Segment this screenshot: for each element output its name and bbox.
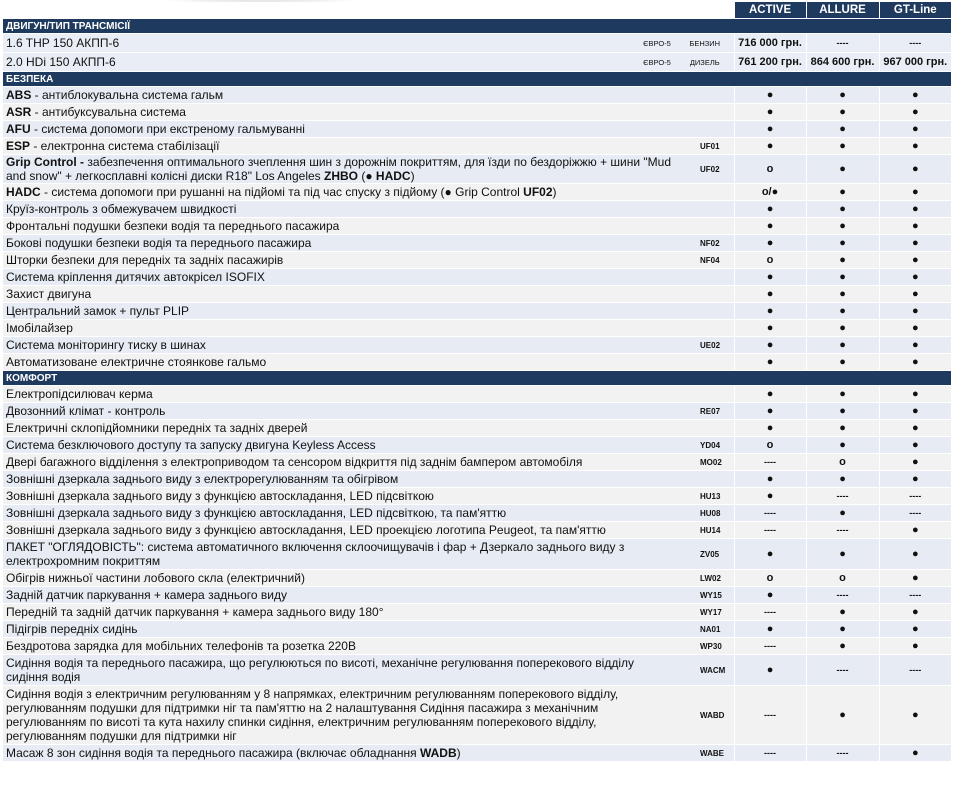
- safety-feature-option-code: [676, 87, 734, 104]
- comfort-feature-allure: ●: [806, 686, 879, 745]
- safety-feature-name-bold: HADC: [375, 169, 411, 183]
- safety-feature-name-bold: AFU: [6, 122, 31, 136]
- comfort-feature-name-text: Система безключового доступу та запуску двигуна Keyless Access: [6, 438, 376, 452]
- comfort-feature-name: [3, 655, 676, 686]
- comfort-feature-gt-line: ●: [879, 454, 951, 471]
- safety-feature-allure: ●: [806, 87, 879, 104]
- comfort-feature-name: [3, 454, 676, 471]
- safety-feature-gt-line: ●: [879, 184, 951, 201]
- safety-feature-name-text: забезпечення оптимального зчеплення шин з дорожнім покриттям, для їзди по бездоріжжю + шини "Mud and snow" + легкосплавні колісні диски R18" Los Angeles: [6, 155, 672, 183]
- engine-fuel: БЕНЗИН: [676, 34, 734, 53]
- comfort-feature-row: [3, 638, 951, 655]
- comfort-feature-option-code: LW02: [676, 570, 734, 587]
- comfort-feature-allure: ●: [806, 471, 879, 488]
- comfort-feature-row: [3, 587, 951, 604]
- engine-euro: ЄВРО-5: [638, 53, 676, 72]
- comfort-feature-option-code: ZV05: [676, 539, 734, 570]
- safety-feature-name-text: Автоматизоване електричне стоянкове гальмо: [6, 355, 267, 369]
- comfort-feature-allure: ●: [806, 420, 879, 437]
- section-engine-label: ДВИГУН/ТИП ТРАНСМІСІЇ: [3, 19, 951, 34]
- safety-feature-name: [3, 155, 676, 184]
- safety-feature-row: [3, 337, 951, 354]
- safety-feature-name: [3, 269, 676, 286]
- comfort-feature-active: ●: [734, 488, 806, 505]
- comfort-feature-gt-line: ●: [879, 570, 951, 587]
- comfort-feature-row: [3, 420, 951, 437]
- comfort-feature-row: [3, 522, 951, 539]
- comfort-feature-option-code: WABE: [676, 745, 734, 762]
- safety-feature-name-text: - антиблокувальна система гальм: [31, 88, 224, 102]
- engine-price-gt: ----: [879, 34, 951, 53]
- safety-feature-option-code: [676, 269, 734, 286]
- comfort-feature-allure: ●: [806, 505, 879, 522]
- comfort-feature-row: [3, 539, 951, 570]
- safety-feature-name-text: - система допомоги при екстреному гальмуванні: [30, 122, 305, 136]
- comfort-feature-name: [3, 505, 676, 522]
- safety-feature-name: [3, 286, 676, 303]
- comfort-feature-gt-line: ●: [879, 522, 951, 539]
- safety-feature-name-text: ): [410, 169, 415, 183]
- comfort-feature-row: [3, 686, 951, 745]
- safety-feature-option-code: [676, 104, 734, 121]
- comfort-feature-name: [3, 604, 676, 621]
- safety-feature-allure: ●: [806, 354, 879, 371]
- comfort-feature-name: [3, 539, 676, 570]
- comfort-feature-allure: ●: [806, 539, 879, 570]
- safety-feature-active: ●: [734, 320, 806, 337]
- comfort-feature-name-text: Електропідсилювач керма: [6, 387, 153, 401]
- comfort-feature-gt-line: ----: [879, 655, 951, 686]
- engine-price-gt: 967 000 грн.: [879, 53, 951, 72]
- safety-feature-name: [3, 138, 676, 155]
- comfort-feature-option-code: NA01: [676, 621, 734, 638]
- comfort-feature-option-code: HU13: [676, 488, 734, 505]
- comfort-feature-allure: o: [806, 570, 879, 587]
- comfort-feature-option-code: HU08: [676, 505, 734, 522]
- safety-feature-active: ●: [734, 201, 806, 218]
- comfort-feature-option-code: [676, 471, 734, 488]
- comfort-feature-row: [3, 621, 951, 638]
- safety-feature-allure: ●: [806, 303, 879, 320]
- engine-fuel: ДИЗЕЛЬ: [676, 53, 734, 72]
- comfort-feature-active: ●: [734, 539, 806, 570]
- safety-feature-option-code: [676, 201, 734, 218]
- comfort-feature-name: [3, 420, 676, 437]
- comfort-feature-active: ●: [734, 587, 806, 604]
- safety-feature-gt-line: ●: [879, 286, 951, 303]
- comfort-feature-name-text: Бездротова зарядка для мобільних телефонів та розетка 220В: [6, 639, 356, 653]
- safety-feature-name-text: Шторки безпеки для передніх та задніх пасажирів: [6, 253, 284, 267]
- safety-feature-option-code: [676, 320, 734, 337]
- safety-feature-option-code: UF02: [676, 155, 734, 184]
- safety-feature-allure: ●: [806, 337, 879, 354]
- safety-feature-option-code: UF01: [676, 138, 734, 155]
- safety-feature-active: ●: [734, 104, 806, 121]
- safety-feature-row: [3, 138, 951, 155]
- safety-feature-allure: ●: [806, 121, 879, 138]
- engine-euro: ЄВРО-5: [638, 34, 676, 53]
- comfort-feature-active: ●: [734, 403, 806, 420]
- safety-feature-gt-line: ●: [879, 138, 951, 155]
- comfort-feature-active: ----: [734, 505, 806, 522]
- comfort-feature-name-text: Задній датчик паркування + камера заднього виду: [6, 588, 287, 602]
- safety-feature-name-text: (●: [358, 169, 376, 183]
- comfort-feature-name-text: Двозонний клімат - контроль: [6, 404, 166, 418]
- safety-feature-allure: ●: [806, 138, 879, 155]
- comfort-feature-allure: ●: [806, 403, 879, 420]
- comfort-feature-gt-line: ●: [879, 539, 951, 570]
- safety-feature-active: o: [734, 155, 806, 184]
- safety-feature-name-bold: HADC: [6, 185, 41, 199]
- comfort-feature-option-code: WP30: [676, 638, 734, 655]
- comfort-feature-name-text: Сидіння водія та переднього пасажира, що регулюються по висоті, механічне регулювання поперекового відділу сидіння водія: [6, 656, 634, 684]
- comfort-feature-option-code: MO02: [676, 454, 734, 471]
- comfort-feature-allure: o: [806, 454, 879, 471]
- safety-feature-allure: ●: [806, 218, 879, 235]
- safety-feature-gt-line: ●: [879, 201, 951, 218]
- safety-feature-name: [3, 337, 676, 354]
- safety-feature-name-text: - електронна система стабілізації: [30, 139, 220, 153]
- safety-feature-option-code: [676, 303, 734, 320]
- section-comfort-label: КОМФОРТ: [3, 371, 951, 386]
- comfort-feature-name-text: Зовнішні дзеркала заднього виду з електрорегулюванням та обігрівом: [6, 472, 399, 486]
- comfort-feature-active: ●: [734, 471, 806, 488]
- safety-feature-name: [3, 121, 676, 138]
- comfort-feature-name: [3, 745, 676, 762]
- comfort-feature-allure: ----: [806, 522, 879, 539]
- comfort-feature-row: [3, 403, 951, 420]
- safety-feature-name-text: Система моніторингу тиску в шинах: [6, 338, 206, 352]
- safety-feature-option-code: UE02: [676, 337, 734, 354]
- column-header-gt-line: GT-Line: [879, 2, 951, 19]
- comfort-feature-gt-line: ●: [879, 437, 951, 454]
- comfort-feature-name-text: Електричні склопідйомники передніх та задніх дверей: [6, 421, 308, 435]
- comfort-feature-gt-line: ----: [879, 488, 951, 505]
- comfort-feature-gt-line: ----: [879, 587, 951, 604]
- safety-feature-gt-line: ●: [879, 155, 951, 184]
- comfort-feature-active: o: [734, 437, 806, 454]
- safety-feature-active: ●: [734, 354, 806, 371]
- comfort-feature-row: [3, 471, 951, 488]
- comfort-feature-option-code: YD04: [676, 437, 734, 454]
- safety-feature-row: [3, 252, 951, 269]
- safety-feature-active: ●: [734, 138, 806, 155]
- comfort-feature-allure: ----: [806, 655, 879, 686]
- safety-feature-name-bold: ABS: [6, 88, 32, 102]
- safety-feature-allure: ●: [806, 252, 879, 269]
- comfort-feature-name-text: Зовнішні дзеркала заднього виду з функцією автоскладання, LED підсвіткою: [6, 489, 434, 503]
- comfort-feature-allure: ----: [806, 587, 879, 604]
- safety-feature-gt-line: ●: [879, 121, 951, 138]
- comfort-feature-option-code: WACM: [676, 655, 734, 686]
- safety-feature-allure: ●: [806, 235, 879, 252]
- engine-price-active: 716 000 грн.: [734, 34, 806, 53]
- safety-feature-option-code: [676, 354, 734, 371]
- safety-feature-name-text: ): [552, 185, 557, 199]
- comfort-feature-name-text: ): [456, 746, 461, 760]
- safety-feature-name: [3, 104, 676, 121]
- safety-feature-name-text: Захист двигуна: [6, 287, 92, 301]
- comfort-feature-name: [3, 522, 676, 539]
- comfort-feature-row: [3, 488, 951, 505]
- safety-feature-row: [3, 87, 951, 104]
- comfort-feature-option-code: RE07: [676, 403, 734, 420]
- comfort-feature-name-text: Двері багажного відділення з електроприводом та сенсором відкриття під заднім бампером автомобіля: [6, 455, 583, 469]
- engine-price-allure: 864 600 грн.: [806, 53, 879, 72]
- safety-feature-name-bold: ZHBO: [324, 169, 358, 183]
- safety-feature-name-bold: UF02: [523, 185, 553, 199]
- comfort-feature-row: [3, 386, 951, 403]
- section-engine: [3, 19, 951, 34]
- comfort-feature-active: ----: [734, 522, 806, 539]
- safety-feature-option-code: [676, 184, 734, 201]
- safety-feature-row: [3, 218, 951, 235]
- comfort-feature-row: [3, 454, 951, 471]
- comfort-feature-gt-line: ●: [879, 686, 951, 745]
- safety-feature-option-code: NF02: [676, 235, 734, 252]
- safety-feature-option-code: [676, 218, 734, 235]
- safety-feature-name-text: Система кріплення дитячих автокрісел ISOFIX: [6, 270, 265, 284]
- spec-table: [3, 2, 951, 762]
- safety-feature-gt-line: ●: [879, 104, 951, 121]
- safety-feature-name-text: Центральний замок + пульт PLIP: [6, 304, 190, 318]
- safety-feature-row: [3, 155, 951, 184]
- comfort-feature-row: [3, 505, 951, 522]
- safety-feature-name-text: Фронтальні подушки безпеки водія та переднього пасажира: [6, 219, 340, 233]
- safety-feature-active: ●: [734, 235, 806, 252]
- safety-feature-active: o: [734, 252, 806, 269]
- safety-feature-name: [3, 354, 676, 371]
- safety-feature-gt-line: ●: [879, 235, 951, 252]
- comfort-feature-allure: ●: [806, 621, 879, 638]
- comfort-feature-name: [3, 488, 676, 505]
- comfort-feature-gt-line: ●: [879, 471, 951, 488]
- comfort-feature-gt-line: ●: [879, 745, 951, 762]
- comfort-feature-allure: ----: [806, 745, 879, 762]
- comfort-feature-active: ●: [734, 655, 806, 686]
- engine-price-active: 761 200 грн.: [734, 53, 806, 72]
- safety-feature-allure: ●: [806, 155, 879, 184]
- safety-feature-name-bold: ESP: [6, 139, 31, 153]
- safety-feature-allure: ●: [806, 201, 879, 218]
- safety-feature-row: [3, 201, 951, 218]
- safety-feature-name-bold: Grip Control -: [6, 155, 84, 169]
- comfort-feature-allure: ----: [806, 488, 879, 505]
- comfort-feature-active: ----: [734, 638, 806, 655]
- engine-row: [3, 53, 951, 72]
- safety-feature-row: [3, 104, 951, 121]
- safety-feature-active: ●: [734, 337, 806, 354]
- safety-feature-row: [3, 184, 951, 201]
- safety-feature-row: [3, 320, 951, 337]
- safety-feature-name: [3, 303, 676, 320]
- comfort-feature-option-code: WABD: [676, 686, 734, 745]
- safety-feature-gt-line: ●: [879, 354, 951, 371]
- comfort-feature-option-code: [676, 386, 734, 403]
- comfort-feature-allure: ●: [806, 437, 879, 454]
- comfort-feature-gt-line: ●: [879, 621, 951, 638]
- safety-feature-name-text: - антибуксувальна система: [31, 105, 186, 119]
- comfort-feature-gt-line: ●: [879, 604, 951, 621]
- safety-feature-option-code: NF04: [676, 252, 734, 269]
- section-safety-label: БЕЗПЕКА: [3, 72, 951, 87]
- safety-feature-allure: ●: [806, 320, 879, 337]
- comfort-feature-active: ----: [734, 454, 806, 471]
- engine-price-allure: ----: [806, 34, 879, 53]
- comfort-feature-active: ----: [734, 604, 806, 621]
- safety-feature-option-code: [676, 121, 734, 138]
- comfort-feature-gt-line: ----: [879, 505, 951, 522]
- safety-feature-row: [3, 269, 951, 286]
- safety-feature-allure: ●: [806, 184, 879, 201]
- safety-feature-gt-line: ●: [879, 337, 951, 354]
- comfort-feature-gt-line: ●: [879, 386, 951, 403]
- safety-feature-option-code: [676, 286, 734, 303]
- comfort-feature-allure: ●: [806, 638, 879, 655]
- comfort-feature-row: [3, 437, 951, 454]
- comfort-feature-row: [3, 604, 951, 621]
- comfort-feature-name-text: ПАКЕТ "ОГЛЯДОВІСТЬ": система автоматичного включення склоочищувачів і фар + Дзеркало заднього виду з електрохромним покриттям: [6, 540, 625, 568]
- comfort-feature-name-text: Зовнішні дзеркала заднього виду з функцією автоскладання, LED проекцією логотипа Peugeot, та пам'яттю: [6, 523, 606, 537]
- comfort-feature-row: [3, 570, 951, 587]
- comfort-feature-row: [3, 745, 951, 762]
- safety-feature-name-text: Імобілайзер: [6, 321, 73, 335]
- safety-feature-gt-line: ●: [879, 218, 951, 235]
- comfort-feature-name: [3, 471, 676, 488]
- comfort-feature-name: [3, 386, 676, 403]
- comfort-feature-name-bold: WADB: [419, 746, 457, 760]
- safety-feature-name-text: Круїз-контроль з обмежувачем швидкості: [6, 202, 237, 216]
- section-comfort: [3, 371, 951, 386]
- safety-feature-allure: ●: [806, 269, 879, 286]
- comfort-feature-row: [3, 655, 951, 686]
- comfort-feature-active: ----: [734, 686, 806, 745]
- safety-feature-gt-line: ●: [879, 269, 951, 286]
- comfort-feature-active: ●: [734, 621, 806, 638]
- comfort-feature-gt-line: ●: [879, 420, 951, 437]
- comfort-feature-active: ----: [734, 745, 806, 762]
- safety-feature-active: ●: [734, 286, 806, 303]
- engine-name: 2.0 HDi 150 АКПП-6: [3, 53, 638, 72]
- safety-feature-name-text: - система допомоги при рушанні на підйомі та під час спуску з підйому (● Grip Control: [40, 185, 524, 199]
- comfort-feature-name: [3, 686, 676, 745]
- comfort-feature-name: [3, 403, 676, 420]
- comfort-feature-name-text: Підігрів передніх сидінь: [6, 622, 138, 636]
- comfort-feature-name-text: Передній та задній датчик паркування + камера заднього виду 180°: [6, 605, 384, 619]
- comfort-feature-active: ●: [734, 386, 806, 403]
- comfort-feature-name: [3, 570, 676, 587]
- comfort-feature-active: ●: [734, 420, 806, 437]
- safety-feature-row: [3, 286, 951, 303]
- safety-feature-name: [3, 320, 676, 337]
- safety-feature-name: [3, 87, 676, 104]
- comfort-feature-name: [3, 587, 676, 604]
- safety-feature-name-bold: ASR: [6, 105, 32, 119]
- safety-feature-gt-line: ●: [879, 252, 951, 269]
- engine-row: [3, 34, 951, 53]
- safety-feature-name: [3, 218, 676, 235]
- comfort-feature-option-code: HU14: [676, 522, 734, 539]
- comfort-feature-option-code: WY17: [676, 604, 734, 621]
- comfort-feature-name-text: Масаж 8 зон сидіння водія та переднього пасажира (включає обладнання: [6, 746, 420, 760]
- safety-feature-allure: ●: [806, 286, 879, 303]
- safety-feature-name-text: Бокові подушки безпеки водія та переднього пасажира: [6, 236, 312, 250]
- comfort-feature-option-code: WY15: [676, 587, 734, 604]
- safety-feature-active: ●: [734, 303, 806, 320]
- comfort-feature-name-text: Зовнішні дзеркала заднього виду з функцією автоскладання, LED підсвіткою, та пам'яттю: [6, 506, 507, 520]
- safety-feature-name: [3, 184, 676, 201]
- safety-feature-active: ●: [734, 218, 806, 235]
- comfort-feature-active: o: [734, 570, 806, 587]
- safety-feature-active: ●: [734, 87, 806, 104]
- safety-feature-row: [3, 121, 951, 138]
- safety-feature-active: ●: [734, 121, 806, 138]
- column-header-active: ACTIVE: [734, 2, 806, 19]
- comfort-feature-gt-line: ●: [879, 403, 951, 420]
- safety-feature-name: [3, 201, 676, 218]
- column-header-allure: ALLURE: [806, 2, 879, 19]
- safety-feature-name: [3, 235, 676, 252]
- safety-feature-gt-line: ●: [879, 303, 951, 320]
- comfort-feature-name: [3, 638, 676, 655]
- safety-feature-row: [3, 354, 951, 371]
- safety-feature-row: [3, 235, 951, 252]
- comfort-feature-option-code: [676, 420, 734, 437]
- safety-feature-allure: ●: [806, 104, 879, 121]
- safety-feature-row: [3, 303, 951, 320]
- comfort-feature-allure: ●: [806, 386, 879, 403]
- safety-feature-active: ●: [734, 269, 806, 286]
- engine-name: 1.6 THP 150 АКПП-6: [3, 34, 638, 53]
- comfort-feature-gt-line: ●: [879, 638, 951, 655]
- comfort-feature-allure: ●: [806, 604, 879, 621]
- safety-feature-gt-line: ●: [879, 87, 951, 104]
- safety-feature-active: o/●: [734, 184, 806, 201]
- comfort-feature-name: [3, 437, 676, 454]
- comfort-feature-name-text: Сидіння водія з електричним регулюванням у 8 напрямках, електричним регулюванням поперекового відділу, регулюванням подушки для підтримки ніг та пам'яттю на 2 налаштування Сидіння пасажира з механічним регулюванням по висоті та кута нахилу спинки сидіння, електричним регулюванням поперекового відділу, регулюванням подушки для підтримки ніг: [6, 687, 619, 743]
- comfort-feature-name-text: Обігрів нижньої частини лобового скла (електричний): [6, 571, 305, 585]
- safety-feature-gt-line: ●: [879, 320, 951, 337]
- comfort-feature-name: [3, 621, 676, 638]
- column-header-row: [3, 2, 951, 19]
- safety-feature-name: [3, 252, 676, 269]
- section-safety: [3, 72, 951, 87]
